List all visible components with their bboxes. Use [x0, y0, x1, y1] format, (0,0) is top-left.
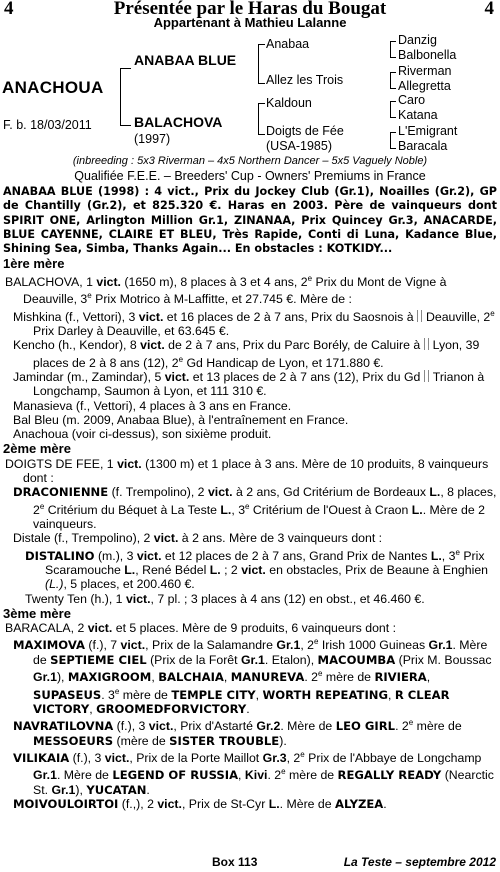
ancestor: Riverman [398, 64, 452, 78]
dam-sire: Kaldoun [266, 96, 312, 110]
dam-year: (1997) [134, 132, 171, 146]
produce-record: Kencho (h., Kendor), 8 vict. de 2 à 7 ans, Prix du Parc Borély, de Caluire à Lyon, 39 places de 2 à 8 ans (12), 2e Gd Handicap de Lyon, et 171.880 €. [13, 338, 480, 370]
sale-info: La Teste – septembre 2012 [343, 855, 496, 869]
dam-record: BARACALA, 2 vict. et 5 places. Mère de 9 produits, 6 vainqueurs dont : [5, 621, 396, 636]
ancestor: Caro [398, 93, 426, 107]
sire-dam: Allez les Trois [266, 73, 344, 87]
section-second-dam: 2ème mère [3, 441, 71, 457]
pedigree-bracket-6 [390, 101, 396, 118]
lot-number-right: 4 [484, 0, 494, 19]
page-title: Présentée par le Haras du Bougat [113, 0, 387, 19]
ancestor: Danzig [398, 33, 437, 47]
produce-record: NAVRATILOVNA (f.), 3 vict., Prix d'Astarté Gr.2. Mère de LEO GIRL. 2e mère de MESSOEURS (mère de SISTER TROUBLE). [13, 718, 462, 748]
produce-record: Distale (f., Trempolino), 2 vict. à 2 ans. Mère de 3 vainqueurs dont : [13, 531, 383, 546]
produce-record: MAXIMOVA (f.), 7 vict., Prix de la Salamandre Gr.1, 2e Irish 1000 Guineas Gr.1. Mère de SEPTIEME CIEL (Prix de la Forêt Gr.1. Etalon), MACOUMBA (Prix M. Boussac Gr.1), MAXIGROOM, BALCHAIA, MANUREVA. 2e mère de RIVIERA, SUPASEUS. 3e mère de TEMPLE CITY, WORTH REPEATING, R CLEAR VICTORY, GROOMEDFORVICTORY. [13, 637, 492, 716]
produce-record: Manasieva (f., Vettori), 4 places à 3 ans en France. [13, 398, 292, 413]
section-heading [3, 442, 497, 456]
horse-details: F. b. 18/03/2011 [3, 118, 92, 132]
produce-record: DISTALINO (m.), 3 vict. et 12 places de 2 à 7 ans, Grand Prix de Nantes L., 3e Prix Scaramouche L., René Bédel L. ; 2 vict. en obstacles, Prix de Beaune à Enghien (L.), 5 places, et 200.460 €. [25, 547, 488, 592]
pedigree-bracket-3 [258, 103, 265, 135]
produce-record: DRACONIENNE (f. Trempolino), 2 vict. à 2 ans, Gd Critérium de Bordeaux L., 8 places, 2e Critérium du Béquet à La Teste L., 3e Critérium de l'Ouest à Craon L.. Mère de 2 vainqueurs. [13, 485, 497, 531]
ancestor: L'Emigrant [398, 124, 458, 138]
lot-number-left: 4 [4, 0, 14, 19]
section-heading [3, 607, 497, 621]
ancestor: Allegretta [398, 79, 451, 93]
produce-record: Twenty Ten (h.), 1 vict., 7 pl. ; 3 places à 4 ans (12) en obst., et 46.460 €. [25, 591, 425, 606]
ancestor: Balbonella [398, 48, 457, 62]
section-heading [3, 257, 497, 271]
horse-name: ANACHOUA [2, 78, 104, 97]
produce-record: Jamindar (m., Zamindar), 5 vict. et 13 places de 2 à 7 ans (12), Prix du Gd Trianon à Longchamp, Saumon à Lyon, et 111 310 €. [13, 369, 485, 399]
inbreeding-note: (inbreeding : 5x3 Riverman – 4x5 Northern Dancer – 5x5 Vaguely Noble) [72, 155, 428, 167]
sire-sire: Anabaa [266, 37, 310, 51]
produce-record: Bal Bleu (m. 2009, Anabaa Blue), à l'entraînement en France. [13, 412, 349, 427]
dam-record: BALACHOVA, 1 vict. (1650 m), 8 places à 3 et 4 ans, 2e Prix du Mont de Vigne à Deauville, 3e Prix Motrico à M-Laffitte, et 27.745 €. Mère de : [5, 273, 447, 307]
pedigree-bracket-1 [120, 68, 131, 126]
produce-record: Mishkina (f., Vettori), 3 vict. et 16 places de 2 à 7 ans, Prix du Saosnois à Deauville, 2e Prix Darley à Deauville, et 63.645 €. [13, 308, 495, 338]
produce-record: VILIKAIA (f.), 3 vict., Prix de la Porte Maillot Gr.3, 2e Prix de l'Abbaye de Longchamp Gr.1. Mère de LEGEND OF RUSSIA, Kivi. 2e mère de REGALLY READY (Nearctic St. Gr.1), YUCATAN. [13, 749, 494, 797]
section-third-dam: 3ème mère [3, 605, 71, 621]
dam-dam: Doigts de Fée [266, 124, 344, 138]
sire-description: ANABAA BLUE (1998) : 4 vict., Prix du Jockey Club (Gr.1), Noailles (Gr.2), GP de Chantilly (Gr.2), et 825.320 €. Haras en 2003. Père de vainqueurs dont SPIRIT ONE, Arlington Million Gr.1, ZINANAA, Prix Quincey Gr.3, ANACARDE, BLUE CAYENNE, CLAIRE ET BLEU, Très Rapide, Conti di Luna, Kadance Blue, Shining Sea, Simba, Thanks Again... En obstacles : KOTKIDY... [3, 185, 497, 256]
produce-record: MOIVOULOIRTOI (f.,), 2 vict., Prix de St-Cyr L.. Mère de ALYZEA. [13, 797, 387, 811]
catalogue-body [3, 185, 497, 811]
produce-record: Anachoua (voir ci-dessus), son sixième produit. [13, 427, 272, 442]
dam-record: DOIGTS DE FEE, 1 vict. (1300 m) et 1 place à 3 ans. Mère de 10 produits, 8 vainqueurs dont : [5, 456, 489, 486]
dam-name: BALACHOVA [134, 114, 223, 130]
pedigree-bracket-4 [390, 41, 396, 58]
dam-dam-origin: (USA-1985) [266, 139, 332, 153]
owner-line: Appartenant à Mathieu Lalanne [153, 15, 347, 30]
section-first-dam: 1ère mère [3, 256, 65, 272]
ancestor: Katana [398, 108, 438, 122]
ancestor: Baracala [398, 139, 448, 153]
pedigree-bracket-7 [390, 132, 396, 149]
qualification-line: Qualifiée F.E.E. – Breeders' Cup - Owners' Premiums in France [74, 169, 426, 183]
box-number: Box 113 [212, 855, 258, 869]
pedigree-bracket-5 [390, 72, 396, 89]
pedigree-bracket-2 [258, 44, 265, 84]
sire-name: ANABAA BLUE [134, 52, 237, 68]
